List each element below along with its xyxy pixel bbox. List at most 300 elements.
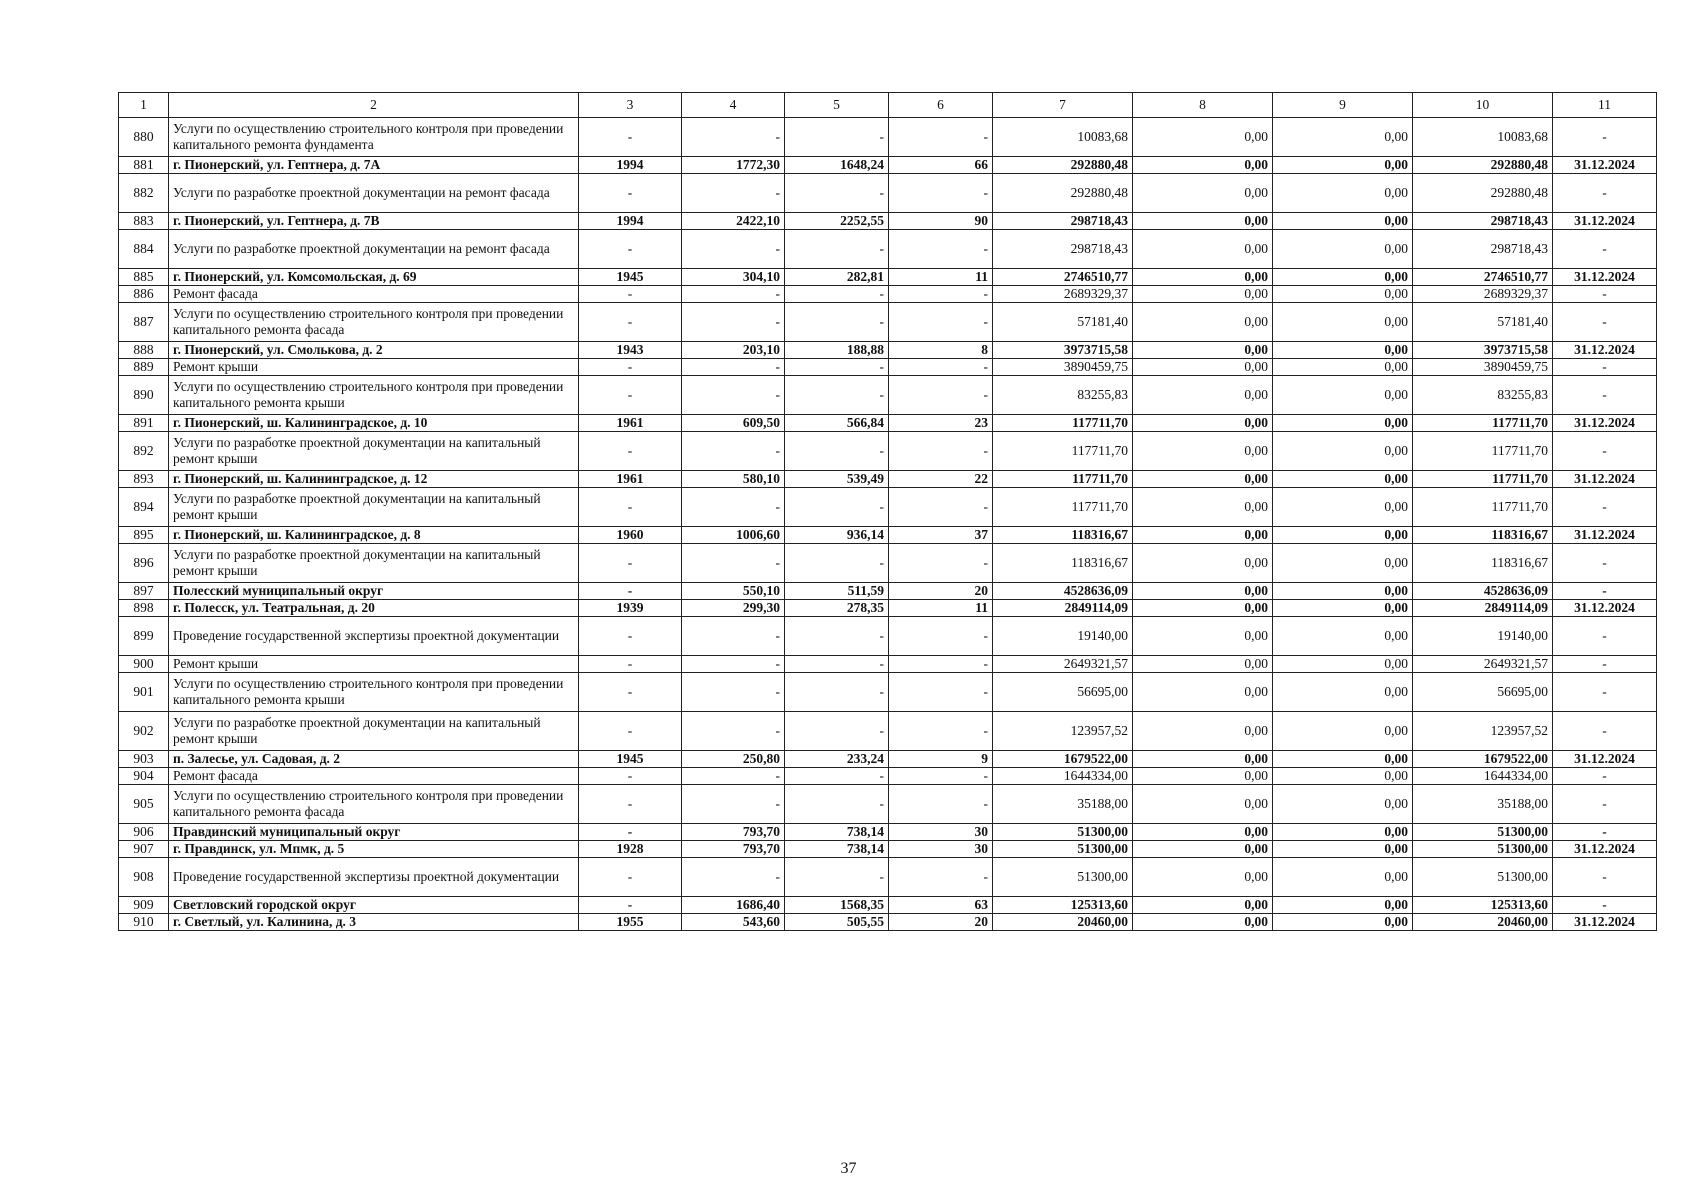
col-5: 505,55 [785, 914, 889, 931]
table-row [119, 712, 1657, 751]
document-sheet [118, 92, 1657, 931]
col-5: 566,84 [785, 415, 889, 432]
col-5: - [785, 858, 889, 897]
col-3: - [579, 785, 682, 824]
col-9: 0,00 [1273, 174, 1413, 213]
header-cell: 3 [579, 93, 682, 118]
col-10: 83255,83 [1413, 376, 1553, 415]
col-10: 118316,67 [1413, 527, 1553, 544]
col-4: - [682, 768, 785, 785]
col-3: 1945 [579, 269, 682, 286]
col-9: 0,00 [1273, 673, 1413, 712]
row-number: 884 [119, 230, 169, 269]
col-8: 0,00 [1133, 712, 1273, 751]
col-9: 0,00 [1273, 544, 1413, 583]
col-6: - [889, 785, 993, 824]
col-5: - [785, 432, 889, 471]
table-row [119, 415, 1657, 432]
col-9: 0,00 [1273, 213, 1413, 230]
col-5: 1648,24 [785, 157, 889, 174]
col-6: 30 [889, 824, 993, 841]
col-3: 1945 [579, 751, 682, 768]
table-row [119, 269, 1657, 286]
col-3: - [579, 617, 682, 656]
col-9: 0,00 [1273, 583, 1413, 600]
col-3: - [579, 768, 682, 785]
col-11: - [1553, 858, 1657, 897]
col-6: - [889, 376, 993, 415]
col-7: 51300,00 [993, 824, 1133, 841]
table-row [119, 118, 1657, 157]
row-name: г. Пионерский, ш. Калининградское, д. 8 [169, 527, 579, 544]
col-11: - [1553, 488, 1657, 527]
col-3: - [579, 174, 682, 213]
col-5: - [785, 286, 889, 303]
col-3: - [579, 858, 682, 897]
col-11: - [1553, 617, 1657, 656]
col-8: 0,00 [1133, 600, 1273, 617]
col-3: 1928 [579, 841, 682, 858]
table-row [119, 286, 1657, 303]
col-7: 51300,00 [993, 841, 1133, 858]
col-4: - [682, 656, 785, 673]
row-number: 880 [119, 118, 169, 157]
table-row [119, 359, 1657, 376]
page-number: 37 [840, 1160, 857, 1177]
col-11: - [1553, 824, 1657, 841]
table-row [119, 376, 1657, 415]
row-name: Проведение государственной экспертизы проектной документации [169, 617, 579, 656]
col-9: 0,00 [1273, 118, 1413, 157]
col-8: 0,00 [1133, 785, 1273, 824]
col-4: - [682, 286, 785, 303]
col-9: 0,00 [1273, 914, 1413, 931]
row-name: г. Пионерский, ш. Калининградское, д. 10 [169, 415, 579, 432]
row-name: п. Залесье, ул. Садовая, д. 2 [169, 751, 579, 768]
col-9: 0,00 [1273, 785, 1413, 824]
col-11: 31.12.2024 [1553, 751, 1657, 768]
col-10: 117711,70 [1413, 415, 1553, 432]
col-3: - [579, 656, 682, 673]
col-8: 0,00 [1133, 914, 1273, 931]
col-5: - [785, 656, 889, 673]
col-10: 51300,00 [1413, 841, 1553, 858]
col-3: 1943 [579, 342, 682, 359]
col-8: 0,00 [1133, 527, 1273, 544]
col-11: - [1553, 286, 1657, 303]
col-4: - [682, 617, 785, 656]
row-number: 882 [119, 174, 169, 213]
row-number: 881 [119, 157, 169, 174]
col-7: 83255,83 [993, 376, 1133, 415]
col-9: 0,00 [1273, 656, 1413, 673]
col-9: 0,00 [1273, 471, 1413, 488]
col-5: - [785, 488, 889, 527]
col-6: 23 [889, 415, 993, 432]
row-name: г. Пионерский, ул. Смолькова, д. 2 [169, 342, 579, 359]
col-6: 20 [889, 914, 993, 931]
col-9: 0,00 [1273, 488, 1413, 527]
col-5: - [785, 712, 889, 751]
row-name: Услуги по осуществлению строительного контроля при проведении капитального ремонта фасада [169, 785, 579, 824]
row-name: Правдинский муниципальный округ [169, 824, 579, 841]
table-row [119, 303, 1657, 342]
col-8: 0,00 [1133, 488, 1273, 527]
col-10: 19140,00 [1413, 617, 1553, 656]
col-3: - [579, 673, 682, 712]
col-8: 0,00 [1133, 824, 1273, 841]
col-9: 0,00 [1273, 527, 1413, 544]
col-6: - [889, 712, 993, 751]
col-5: - [785, 768, 889, 785]
col-6: 63 [889, 897, 993, 914]
col-8: 0,00 [1133, 376, 1273, 415]
col-9: 0,00 [1273, 157, 1413, 174]
col-5: - [785, 376, 889, 415]
col-5: - [785, 303, 889, 342]
table-body [119, 93, 1657, 931]
col-5: 1568,35 [785, 897, 889, 914]
col-10: 123957,52 [1413, 712, 1553, 751]
col-3: - [579, 359, 682, 376]
col-4: - [682, 858, 785, 897]
col-6: - [889, 286, 993, 303]
col-7: 117711,70 [993, 432, 1133, 471]
row-name: Услуги по осуществлению строительного контроля при проведении капитального ремонта фундамента [169, 118, 579, 157]
col-6: - [889, 174, 993, 213]
col-5: - [785, 544, 889, 583]
col-4: 1006,60 [682, 527, 785, 544]
col-11: 31.12.2024 [1553, 415, 1657, 432]
col-10: 118316,67 [1413, 544, 1553, 583]
col-9: 0,00 [1273, 303, 1413, 342]
col-11: - [1553, 303, 1657, 342]
table-row [119, 768, 1657, 785]
col-5: 738,14 [785, 824, 889, 841]
col-7: 56695,00 [993, 673, 1133, 712]
col-10: 2649321,57 [1413, 656, 1553, 673]
col-4: 793,70 [682, 824, 785, 841]
col-9: 0,00 [1273, 230, 1413, 269]
col-9: 0,00 [1273, 768, 1413, 785]
col-8: 0,00 [1133, 768, 1273, 785]
col-9: 0,00 [1273, 342, 1413, 359]
col-10: 298718,43 [1413, 213, 1553, 230]
col-11: - [1553, 768, 1657, 785]
col-3: 1955 [579, 914, 682, 931]
col-8: 0,00 [1133, 471, 1273, 488]
col-3: - [579, 286, 682, 303]
col-11: - [1553, 376, 1657, 415]
table-row [119, 824, 1657, 841]
header-cell: 9 [1273, 93, 1413, 118]
col-3: - [579, 897, 682, 914]
col-4: 1686,40 [682, 897, 785, 914]
table-row [119, 914, 1657, 931]
col-11: - [1553, 712, 1657, 751]
col-11: 31.12.2024 [1553, 914, 1657, 931]
col-9: 0,00 [1273, 286, 1413, 303]
col-10: 1644334,00 [1413, 768, 1553, 785]
col-8: 0,00 [1133, 751, 1273, 768]
col-3: 1961 [579, 415, 682, 432]
col-7: 117711,70 [993, 415, 1133, 432]
col-11: 31.12.2024 [1553, 471, 1657, 488]
col-7: 123957,52 [993, 712, 1133, 751]
col-3: 1994 [579, 157, 682, 174]
col-11: - [1553, 897, 1657, 914]
col-11: 31.12.2024 [1553, 157, 1657, 174]
header-cell: 2 [169, 93, 579, 118]
col-7: 298718,43 [993, 213, 1133, 230]
row-number: 891 [119, 415, 169, 432]
row-name: г. Полесск, ул. Театральная, д. 20 [169, 600, 579, 617]
row-name: г. Светлый, ул. Калинина, д. 3 [169, 914, 579, 931]
col-6: - [889, 303, 993, 342]
col-10: 10083,68 [1413, 118, 1553, 157]
table-row [119, 785, 1657, 824]
row-number: 900 [119, 656, 169, 673]
row-name: Услуги по разработке проектной документации на капитальный ремонт крыши [169, 488, 579, 527]
col-8: 0,00 [1133, 174, 1273, 213]
table-row [119, 527, 1657, 544]
col-9: 0,00 [1273, 269, 1413, 286]
col-10: 292880,48 [1413, 174, 1553, 213]
col-3: - [579, 824, 682, 841]
col-10: 3973715,58 [1413, 342, 1553, 359]
col-6: 9 [889, 751, 993, 768]
col-3: - [579, 432, 682, 471]
col-3: - [579, 544, 682, 583]
col-7: 35188,00 [993, 785, 1133, 824]
col-4: 304,10 [682, 269, 785, 286]
col-4: 793,70 [682, 841, 785, 858]
col-8: 0,00 [1133, 415, 1273, 432]
table-row [119, 174, 1657, 213]
col-7: 292880,48 [993, 157, 1133, 174]
col-3: 1939 [579, 600, 682, 617]
col-11: - [1553, 656, 1657, 673]
row-number: 901 [119, 673, 169, 712]
col-5: - [785, 673, 889, 712]
col-11: 31.12.2024 [1553, 213, 1657, 230]
table-row [119, 583, 1657, 600]
col-11: - [1553, 118, 1657, 157]
col-7: 298718,43 [993, 230, 1133, 269]
col-6: 11 [889, 600, 993, 617]
col-6: - [889, 230, 993, 269]
col-4: 2422,10 [682, 213, 785, 230]
col-3: - [579, 376, 682, 415]
col-6: 37 [889, 527, 993, 544]
col-4: - [682, 544, 785, 583]
table-row [119, 841, 1657, 858]
row-name: г. Пионерский, ул. Гептнера, д. 7А [169, 157, 579, 174]
col-10: 35188,00 [1413, 785, 1553, 824]
col-9: 0,00 [1273, 712, 1413, 751]
col-5: - [785, 785, 889, 824]
row-name: Услуги по разработке проектной документации на капитальный ремонт крыши [169, 432, 579, 471]
col-6: - [889, 488, 993, 527]
col-11: - [1553, 544, 1657, 583]
row-number: 899 [119, 617, 169, 656]
col-4: - [682, 230, 785, 269]
col-7: 2746510,77 [993, 269, 1133, 286]
col-4: - [682, 118, 785, 157]
col-10: 4528636,09 [1413, 583, 1553, 600]
col-4: - [682, 432, 785, 471]
col-6: - [889, 656, 993, 673]
row-number: 892 [119, 432, 169, 471]
col-4: 203,10 [682, 342, 785, 359]
col-11: 31.12.2024 [1553, 841, 1657, 858]
header-cell: 7 [993, 93, 1133, 118]
row-name: Полесский муниципальный округ [169, 583, 579, 600]
col-11: - [1553, 359, 1657, 376]
col-4: - [682, 174, 785, 213]
col-5: 738,14 [785, 841, 889, 858]
col-8: 0,00 [1133, 897, 1273, 914]
col-7: 20460,00 [993, 914, 1133, 931]
col-10: 125313,60 [1413, 897, 1553, 914]
col-6: - [889, 544, 993, 583]
col-11: 31.12.2024 [1553, 527, 1657, 544]
table-row [119, 656, 1657, 673]
col-9: 0,00 [1273, 432, 1413, 471]
col-6: 11 [889, 269, 993, 286]
col-4: - [682, 785, 785, 824]
col-6: 90 [889, 213, 993, 230]
col-5: 233,24 [785, 751, 889, 768]
col-4: 550,10 [682, 583, 785, 600]
col-11: - [1553, 174, 1657, 213]
col-5: - [785, 230, 889, 269]
col-6: - [889, 768, 993, 785]
col-4: 543,60 [682, 914, 785, 931]
col-10: 292880,48 [1413, 157, 1553, 174]
header-cell: 4 [682, 93, 785, 118]
row-number: 910 [119, 914, 169, 931]
col-11: - [1553, 785, 1657, 824]
row-number: 888 [119, 342, 169, 359]
col-7: 2689329,37 [993, 286, 1133, 303]
col-7: 2849114,09 [993, 600, 1133, 617]
col-9: 0,00 [1273, 751, 1413, 768]
col-3: - [579, 230, 682, 269]
col-4: - [682, 376, 785, 415]
row-number: 890 [119, 376, 169, 415]
table-row [119, 897, 1657, 914]
col-6: 30 [889, 841, 993, 858]
table-row [119, 230, 1657, 269]
row-number: 894 [119, 488, 169, 527]
col-6: - [889, 118, 993, 157]
col-11: - [1553, 230, 1657, 269]
table-row [119, 471, 1657, 488]
col-10: 56695,00 [1413, 673, 1553, 712]
table-row [119, 342, 1657, 359]
row-name: г. Пионерский, ул. Гептнера, д. 7В [169, 213, 579, 230]
col-9: 0,00 [1273, 897, 1413, 914]
col-6: 8 [889, 342, 993, 359]
col-10: 117711,70 [1413, 432, 1553, 471]
col-9: 0,00 [1273, 824, 1413, 841]
col-5: - [785, 118, 889, 157]
row-number: 908 [119, 858, 169, 897]
col-11: 31.12.2024 [1553, 269, 1657, 286]
col-7: 117711,70 [993, 488, 1133, 527]
col-7: 4528636,09 [993, 583, 1133, 600]
row-number: 906 [119, 824, 169, 841]
row-number: 907 [119, 841, 169, 858]
col-3: 1961 [579, 471, 682, 488]
header-cell: 1 [119, 93, 169, 118]
col-6: 20 [889, 583, 993, 600]
col-4: 250,80 [682, 751, 785, 768]
col-7: 125313,60 [993, 897, 1133, 914]
col-4: 1772,30 [682, 157, 785, 174]
row-number: 885 [119, 269, 169, 286]
col-7: 3973715,58 [993, 342, 1133, 359]
col-8: 0,00 [1133, 213, 1273, 230]
col-5: - [785, 174, 889, 213]
row-name: г. Пионерский, ш. Калининградское, д. 12 [169, 471, 579, 488]
col-7: 117711,70 [993, 471, 1133, 488]
col-6: - [889, 673, 993, 712]
row-name: Проведение государственной экспертизы проектной документации [169, 858, 579, 897]
row-name: Услуги по осуществлению строительного контроля при проведении капитального ремонта фасада [169, 303, 579, 342]
row-number: 909 [119, 897, 169, 914]
header-cell: 6 [889, 93, 993, 118]
col-9: 0,00 [1273, 376, 1413, 415]
col-8: 0,00 [1133, 656, 1273, 673]
col-11: 31.12.2024 [1553, 600, 1657, 617]
row-name: Светловский городской округ [169, 897, 579, 914]
table-row [119, 617, 1657, 656]
col-7: 3890459,75 [993, 359, 1133, 376]
row-name: Услуги по осуществлению строительного контроля при проведении капитального ремонта крыши [169, 376, 579, 415]
table-row [119, 157, 1657, 174]
col-4: - [682, 673, 785, 712]
col-3: - [579, 303, 682, 342]
col-7: 118316,67 [993, 544, 1133, 583]
col-7: 118316,67 [993, 527, 1133, 544]
col-10: 51300,00 [1413, 824, 1553, 841]
row-name: г. Пионерский, ул. Комсомольская, д. 69 [169, 269, 579, 286]
header-cell: 5 [785, 93, 889, 118]
header-cell: 10 [1413, 93, 1553, 118]
table-row [119, 751, 1657, 768]
col-8: 0,00 [1133, 858, 1273, 897]
col-6: - [889, 432, 993, 471]
col-8: 0,00 [1133, 432, 1273, 471]
row-name: Услуги по разработке проектной документации на ремонт фасада [169, 174, 579, 213]
col-5: 2252,55 [785, 213, 889, 230]
col-4: - [682, 359, 785, 376]
col-8: 0,00 [1133, 230, 1273, 269]
col-10: 117711,70 [1413, 471, 1553, 488]
row-name: Ремонт крыши [169, 656, 579, 673]
table-row [119, 544, 1657, 583]
table-row [119, 488, 1657, 527]
col-3: - [579, 712, 682, 751]
col-9: 0,00 [1273, 841, 1413, 858]
col-10: 3890459,75 [1413, 359, 1553, 376]
col-7: 1679522,00 [993, 751, 1133, 768]
col-5: - [785, 617, 889, 656]
col-4: 299,30 [682, 600, 785, 617]
col-8: 0,00 [1133, 303, 1273, 342]
